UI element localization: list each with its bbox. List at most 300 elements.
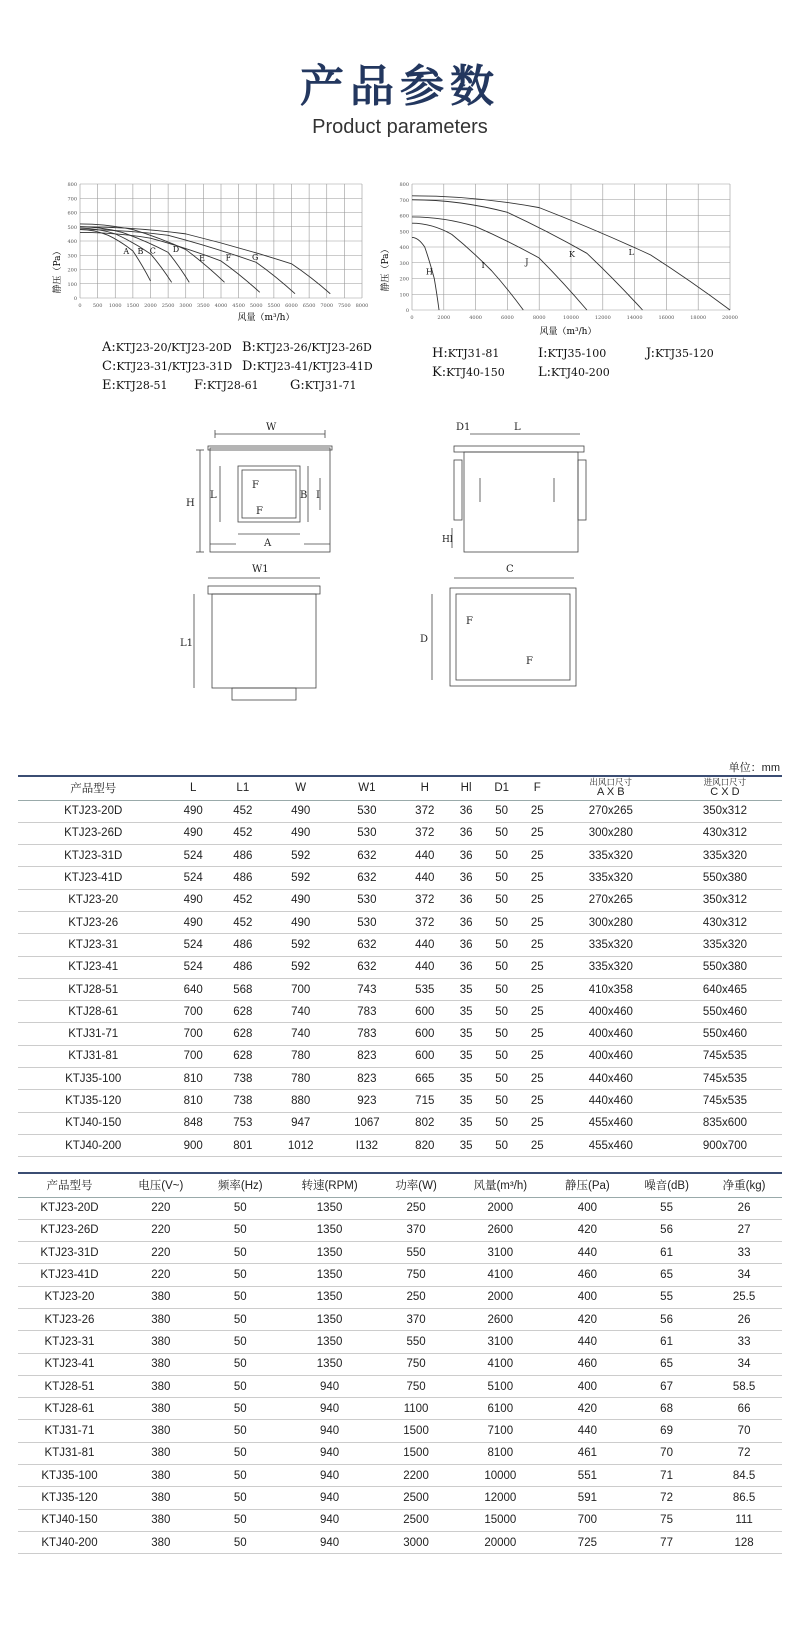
legend-right xyxy=(432,346,762,380)
table-cell: 420 xyxy=(548,1398,627,1420)
legend-entry xyxy=(538,365,646,380)
table-cell: KTJ23-31 xyxy=(18,1331,121,1353)
table-cell: 1500 xyxy=(379,1420,452,1442)
table-cell: 461 xyxy=(548,1442,627,1464)
table-cell: 4100 xyxy=(453,1353,548,1375)
table-cell: KTJ23-41D xyxy=(18,867,168,889)
table-cell: KTJ28-51 xyxy=(18,978,168,1000)
table-cell: 848 xyxy=(168,1112,218,1134)
table-cell: 490 xyxy=(268,889,334,911)
table-cell: 25.5 xyxy=(706,1286,782,1308)
x-tick-label: 3500 xyxy=(197,303,210,309)
table-row xyxy=(18,800,782,822)
series-label-A: A xyxy=(123,247,130,257)
table-cell: 600 xyxy=(400,1045,450,1067)
y-tick-label: 200 xyxy=(399,276,409,283)
y-tick-label: 600 xyxy=(67,210,77,217)
column-header: F xyxy=(521,776,554,800)
table-cell: 725 xyxy=(548,1531,627,1553)
table-cell: 947 xyxy=(268,1112,334,1134)
table-cell: 524 xyxy=(168,934,218,956)
y-tick-label: 100 xyxy=(67,281,77,288)
table-cell: 370 xyxy=(379,1219,452,1241)
table-cell: 780 xyxy=(268,1045,334,1067)
table-cell: 665 xyxy=(400,1068,450,1090)
table-cell: 270x265 xyxy=(554,800,668,822)
y-tick-label: 100 xyxy=(399,292,409,299)
y-tick-label: 700 xyxy=(399,197,409,204)
table-cell: 750 xyxy=(379,1353,452,1375)
table-cell: 111 xyxy=(706,1509,782,1531)
label-D: D xyxy=(420,634,429,645)
table-row xyxy=(18,1353,782,1375)
table-cell: 1350 xyxy=(280,1219,380,1241)
table-cell: 535 xyxy=(400,978,450,1000)
table-cell: 2200 xyxy=(379,1465,452,1487)
label-D1: D1 xyxy=(456,422,471,433)
table-cell: 7100 xyxy=(453,1420,548,1442)
column-header: 噪音(dB) xyxy=(627,1173,706,1197)
column-header: 转速(RPM) xyxy=(280,1173,380,1197)
table-cell: 440 xyxy=(400,956,450,978)
table-cell: 86.5 xyxy=(706,1487,782,1509)
table-cell: 440 xyxy=(400,845,450,867)
label-W: W xyxy=(266,422,277,433)
column-header: 产品型号 xyxy=(18,1173,121,1197)
table-cell: 1067 xyxy=(334,1112,400,1134)
table-cell: KTJ31-81 xyxy=(18,1045,168,1067)
series-label-J: J xyxy=(525,257,529,267)
table-cell: 900x700 xyxy=(668,1134,782,1156)
table-cell: 50 xyxy=(483,1134,521,1156)
table-cell: 380 xyxy=(121,1353,201,1375)
table-cell: KTJ23-41 xyxy=(18,1353,121,1375)
table-row xyxy=(18,934,782,956)
table-cell: 25 xyxy=(521,1045,554,1067)
table-cell: 591 xyxy=(548,1487,627,1509)
table-cell: 530 xyxy=(334,911,400,933)
table-row xyxy=(18,822,782,844)
table-cell: 835x600 xyxy=(668,1112,782,1134)
column-header: 静压(Pa) xyxy=(548,1173,627,1197)
table-cell: 50 xyxy=(201,1375,280,1397)
table-cell: 400x460 xyxy=(554,1045,668,1067)
table-cell: 780 xyxy=(268,1068,334,1090)
table-cell: 25 xyxy=(521,1001,554,1023)
table-cell: 58.5 xyxy=(706,1375,782,1397)
table-cell: 61 xyxy=(627,1242,706,1264)
legend-model: KTJ31-71 xyxy=(304,379,357,392)
table-cell: 26 xyxy=(706,1308,782,1330)
table-cell: 900 xyxy=(168,1134,218,1156)
x-tick-label: 2000 xyxy=(144,303,157,309)
legend-row-3 xyxy=(102,378,392,393)
series-line-C xyxy=(80,227,189,283)
table-cell: 490 xyxy=(168,800,218,822)
table-cell: 490 xyxy=(268,911,334,933)
page-subtitle: Product parameters xyxy=(312,116,488,138)
series-label-C: C xyxy=(149,246,156,256)
x-tick-label: 7500 xyxy=(338,303,351,309)
table-cell: 600 xyxy=(400,1001,450,1023)
table-cell: KTJ23-20D xyxy=(18,800,168,822)
table-cell: 524 xyxy=(168,845,218,867)
table-row xyxy=(18,845,782,867)
table-cell: 34 xyxy=(706,1264,782,1286)
table-cell: KTJ23-31D xyxy=(18,845,168,867)
table-cell: 220 xyxy=(121,1197,201,1219)
table-cell: 35 xyxy=(450,1090,483,1112)
table-cell: 745x535 xyxy=(668,1090,782,1112)
series-label-B: B xyxy=(137,247,144,257)
table-cell: 783 xyxy=(334,1023,400,1045)
table-cell: 550 xyxy=(379,1331,452,1353)
table-cell: 34 xyxy=(706,1353,782,1375)
table-cell: 823 xyxy=(334,1045,400,1067)
table-cell: 65 xyxy=(627,1353,706,1375)
series-label-H: H xyxy=(425,267,433,277)
table-cell: 77 xyxy=(627,1531,706,1553)
table-cell: 1500 xyxy=(379,1442,452,1464)
table-cell: 50 xyxy=(483,1001,521,1023)
table-cell: 1350 xyxy=(280,1264,380,1286)
table-row xyxy=(18,1398,782,1420)
y-tick-label: 600 xyxy=(399,213,409,220)
table-cell: 628 xyxy=(218,1045,268,1067)
x-tick-label: 18000 xyxy=(690,315,707,321)
table-cell: 455x460 xyxy=(554,1112,668,1134)
dimensions-table-header xyxy=(18,776,782,800)
legend-key: I: xyxy=(538,346,548,361)
table-cell: 380 xyxy=(121,1331,201,1353)
table-cell: 25 xyxy=(521,978,554,1000)
x-tick-label: 12000 xyxy=(594,315,611,321)
table-cell: 400 xyxy=(548,1375,627,1397)
table-row xyxy=(18,1531,782,1553)
table-cell: 50 xyxy=(201,1197,280,1219)
y-tick-label: 200 xyxy=(67,267,77,274)
legend-model: KTJ28-51 xyxy=(115,379,168,392)
table-cell: 420 xyxy=(548,1219,627,1241)
table-cell: 486 xyxy=(218,934,268,956)
table-cell: KTJ23-26D xyxy=(18,822,168,844)
legend-model: KTJ35-100 xyxy=(547,347,607,360)
table-cell: 940 xyxy=(280,1509,380,1531)
table-cell: 6100 xyxy=(453,1398,548,1420)
table-cell: 50 xyxy=(483,956,521,978)
table-cell: 810 xyxy=(168,1090,218,1112)
table-cell: 50 xyxy=(201,1442,280,1464)
table-cell: KTJ31-71 xyxy=(18,1023,168,1045)
series-label-K: K xyxy=(568,250,575,260)
table-cell: 490 xyxy=(268,800,334,822)
table-cell: 8100 xyxy=(453,1442,548,1464)
table-cell: 380 xyxy=(121,1420,201,1442)
table-cell: KTJ23-20D xyxy=(18,1197,121,1219)
label-W1: W1 xyxy=(252,564,269,575)
table-cell: 400x460 xyxy=(554,1001,668,1023)
label-L-side: L xyxy=(514,422,521,433)
table-cell: 2600 xyxy=(453,1219,548,1241)
table-cell: 440 xyxy=(400,867,450,889)
table-cell: 940 xyxy=(280,1375,380,1397)
table-cell: 820 xyxy=(400,1134,450,1156)
table-cell: 452 xyxy=(218,822,268,844)
table-cell: 50 xyxy=(201,1531,280,1553)
chart-left-xlabel: 风量（m³/h） xyxy=(237,313,295,323)
legend-model: KTJ23-31/KTJ23-31D xyxy=(116,360,233,373)
table-cell: 400 xyxy=(548,1286,627,1308)
table-cell: 35 xyxy=(450,1001,483,1023)
table-cell: 1350 xyxy=(280,1286,380,1308)
table-cell: 5100 xyxy=(453,1375,548,1397)
table-cell: KTJ40-150 xyxy=(18,1112,168,1134)
table-cell: 460 xyxy=(548,1264,627,1286)
column-subheader: A X B xyxy=(597,786,625,799)
legend-model: KTJ23-41/KTJ23-41D xyxy=(256,360,373,373)
table-cell: 36 xyxy=(450,800,483,822)
table-cell: 486 xyxy=(218,867,268,889)
x-tick-label: 6500 xyxy=(302,303,316,309)
series-label-I: I xyxy=(481,261,485,271)
table-cell: 632 xyxy=(334,934,400,956)
table-cell: 550x380 xyxy=(668,956,782,978)
table-cell: 3100 xyxy=(453,1331,548,1353)
table-cell: 460 xyxy=(548,1353,627,1375)
table-cell: 486 xyxy=(218,845,268,867)
table-cell: 3100 xyxy=(453,1242,548,1264)
series-label-E: E xyxy=(199,254,205,264)
table-row xyxy=(18,889,782,911)
label-L1: L1 xyxy=(180,638,194,649)
y-tick-label: 400 xyxy=(399,245,409,251)
chart-left-grid xyxy=(80,184,362,298)
x-tick-label: 500 xyxy=(92,303,103,309)
table-cell: 50 xyxy=(483,911,521,933)
table-cell: 4100 xyxy=(453,1264,548,1286)
table-cell: 640 xyxy=(168,978,218,1000)
table-cell: KTJ40-200 xyxy=(18,1134,168,1156)
table-cell: KTJ28-61 xyxy=(18,1001,168,1023)
x-tick-label: 8000 xyxy=(355,303,369,309)
table-cell: 50 xyxy=(201,1286,280,1308)
table-cell: 700 xyxy=(268,978,334,1000)
table-cell: 380 xyxy=(121,1442,201,1464)
table-cell: 36 xyxy=(450,889,483,911)
table-cell: KTJ40-200 xyxy=(18,1531,121,1553)
table-cell: 923 xyxy=(334,1090,400,1112)
series-label-F: F xyxy=(225,253,232,263)
table-cell: 25 xyxy=(521,889,554,911)
y-tick-label: 500 xyxy=(399,229,409,236)
table-cell: 700 xyxy=(168,1023,218,1045)
table-cell: 25 xyxy=(521,1068,554,1090)
table-cell: 50 xyxy=(201,1509,280,1531)
table-cell: 440 xyxy=(548,1420,627,1442)
column-header: Hl xyxy=(450,776,483,800)
table-cell: 50 xyxy=(201,1264,280,1286)
table-cell: 65 xyxy=(627,1264,706,1286)
table-cell: 486 xyxy=(218,956,268,978)
column-header: L1 xyxy=(218,776,268,800)
table-cell: 745x535 xyxy=(668,1045,782,1067)
table-cell: 745x535 xyxy=(668,1068,782,1090)
table-cell: 35 xyxy=(450,978,483,1000)
table-cell: 35 xyxy=(450,1045,483,1067)
table-cell: 380 xyxy=(121,1308,201,1330)
table-cell: 2500 xyxy=(379,1487,452,1509)
table-cell: 36 xyxy=(450,822,483,844)
table-cell: 50 xyxy=(483,822,521,844)
table-cell: 25 xyxy=(521,800,554,822)
table-cell: 420 xyxy=(548,1308,627,1330)
legend-key: K: xyxy=(432,365,447,380)
table-cell: 440 xyxy=(548,1331,627,1353)
x-tick-label: 4500 xyxy=(232,303,245,309)
x-tick-label: 4000 xyxy=(214,303,228,309)
chart-right-xlabel: 风量（m³/h） xyxy=(539,327,597,337)
legend-model: KTJ40-150 xyxy=(446,366,505,379)
table-cell: 72 xyxy=(706,1442,782,1464)
table-cell: 440 xyxy=(400,934,450,956)
table-cell: 50 xyxy=(483,978,521,1000)
table-row xyxy=(18,1286,782,1308)
table-cell: KTJ35-100 xyxy=(18,1068,168,1090)
legend-key: C: xyxy=(102,359,117,374)
performance-table-header xyxy=(18,1173,782,1197)
table-cell: 440x460 xyxy=(554,1068,668,1090)
table-cell: 380 xyxy=(121,1375,201,1397)
column-header: W xyxy=(268,776,334,800)
table-row xyxy=(18,1197,782,1219)
table-cell: 50 xyxy=(483,1068,521,1090)
table-cell: 550x460 xyxy=(668,1023,782,1045)
table-cell: 50 xyxy=(483,934,521,956)
table-cell: KTJ40-150 xyxy=(18,1509,121,1531)
table-cell: 15000 xyxy=(453,1509,548,1531)
table-cell: 36 xyxy=(450,867,483,889)
table-cell: 50 xyxy=(483,1112,521,1134)
table-cell: 50 xyxy=(483,1045,521,1067)
table-cell: 700 xyxy=(168,1045,218,1067)
table-cell: 380 xyxy=(121,1286,201,1308)
label-H: H xyxy=(186,498,195,509)
table-cell: 700 xyxy=(168,1001,218,1023)
table-cell: 300x280 xyxy=(554,822,668,844)
x-tick-label: 20000 xyxy=(722,315,738,321)
table-cell: KTJ28-61 xyxy=(18,1398,121,1420)
table-cell: 25 xyxy=(521,845,554,867)
table-cell: 380 xyxy=(121,1531,201,1553)
table-cell: 750 xyxy=(379,1375,452,1397)
column-header: 电压(V~) xyxy=(121,1173,201,1197)
table-cell: KTJ23-41 xyxy=(18,956,168,978)
table-cell: 600 xyxy=(400,1023,450,1045)
legend-model: KTJ31-81 xyxy=(447,347,500,360)
x-tick-label: 5000 xyxy=(249,303,263,309)
table-cell: 592 xyxy=(268,956,334,978)
legend-entry xyxy=(290,378,390,393)
column-header: L xyxy=(168,776,218,800)
table-cell: 69 xyxy=(627,1420,706,1442)
table-cell: 2000 xyxy=(453,1197,548,1219)
table-row xyxy=(18,1045,782,1067)
table-cell: 2500 xyxy=(379,1509,452,1531)
table-cell: 738 xyxy=(218,1068,268,1090)
table-cell: 940 xyxy=(280,1398,380,1420)
label-Hl: Hl xyxy=(442,535,453,545)
column-header: 风量(m³/h) xyxy=(453,1173,548,1197)
table-cell: 50 xyxy=(483,1090,521,1112)
table-cell: 940 xyxy=(280,1465,380,1487)
table-cell: 61 xyxy=(627,1331,706,1353)
table-cell: 71 xyxy=(627,1465,706,1487)
table-cell: KTJ31-71 xyxy=(18,1420,121,1442)
table-cell: 940 xyxy=(280,1420,380,1442)
table-cell: 335x320 xyxy=(668,845,782,867)
x-tick-label: 6000 xyxy=(501,315,514,321)
table-row xyxy=(18,1420,782,1442)
y-tick-label: 0 xyxy=(405,308,409,314)
table-cell: 220 xyxy=(121,1219,201,1241)
table-cell: 940 xyxy=(280,1442,380,1464)
table-row xyxy=(18,1134,782,1156)
table-cell: 380 xyxy=(121,1487,201,1509)
table-cell: 250 xyxy=(379,1286,452,1308)
table-cell: 36 xyxy=(450,845,483,867)
table-cell: 56 xyxy=(627,1308,706,1330)
y-tick-label: 300 xyxy=(399,260,409,267)
y-tick-label: 300 xyxy=(67,253,77,260)
table-cell: 50 xyxy=(201,1308,280,1330)
table-cell: 1100 xyxy=(379,1398,452,1420)
table-cell: 440x460 xyxy=(554,1090,668,1112)
x-tick-label: 16000 xyxy=(658,315,675,321)
performance-table xyxy=(18,1172,782,1554)
series-line-J xyxy=(412,217,587,310)
table-row xyxy=(18,1001,782,1023)
table-cell: 801 xyxy=(218,1134,268,1156)
column-header: 出风口尺寸 A X B xyxy=(554,776,668,800)
table-cell: 592 xyxy=(268,934,334,956)
table-cell: 370 xyxy=(379,1308,452,1330)
table-cell: 380 xyxy=(121,1398,201,1420)
label-A: A xyxy=(264,538,272,549)
table-row xyxy=(18,1219,782,1241)
table-cell: 380 xyxy=(121,1465,201,1487)
table-cell: 50 xyxy=(201,1398,280,1420)
legend-entry xyxy=(538,346,646,361)
table-cell: 26 xyxy=(706,1197,782,1219)
table-cell: 1350 xyxy=(280,1308,380,1330)
legend-key: B: xyxy=(242,340,256,355)
table-cell: 220 xyxy=(121,1264,201,1286)
table-cell: 50 xyxy=(483,845,521,867)
y-tick-label: 700 xyxy=(67,196,77,203)
table-cell: 530 xyxy=(334,822,400,844)
table-cell: 372 xyxy=(400,800,450,822)
y-tick-label: 800 xyxy=(67,182,77,188)
legend-entry xyxy=(102,359,242,374)
table-cell: 3000 xyxy=(379,1531,452,1553)
label-F-2: F xyxy=(256,506,263,517)
legend-model: KTJ40-200 xyxy=(551,366,610,379)
label-I: I xyxy=(316,490,320,501)
table-cell: 753 xyxy=(218,1112,268,1134)
table-cell: 490 xyxy=(168,889,218,911)
table-cell: 490 xyxy=(268,822,334,844)
table-row xyxy=(18,1068,782,1090)
